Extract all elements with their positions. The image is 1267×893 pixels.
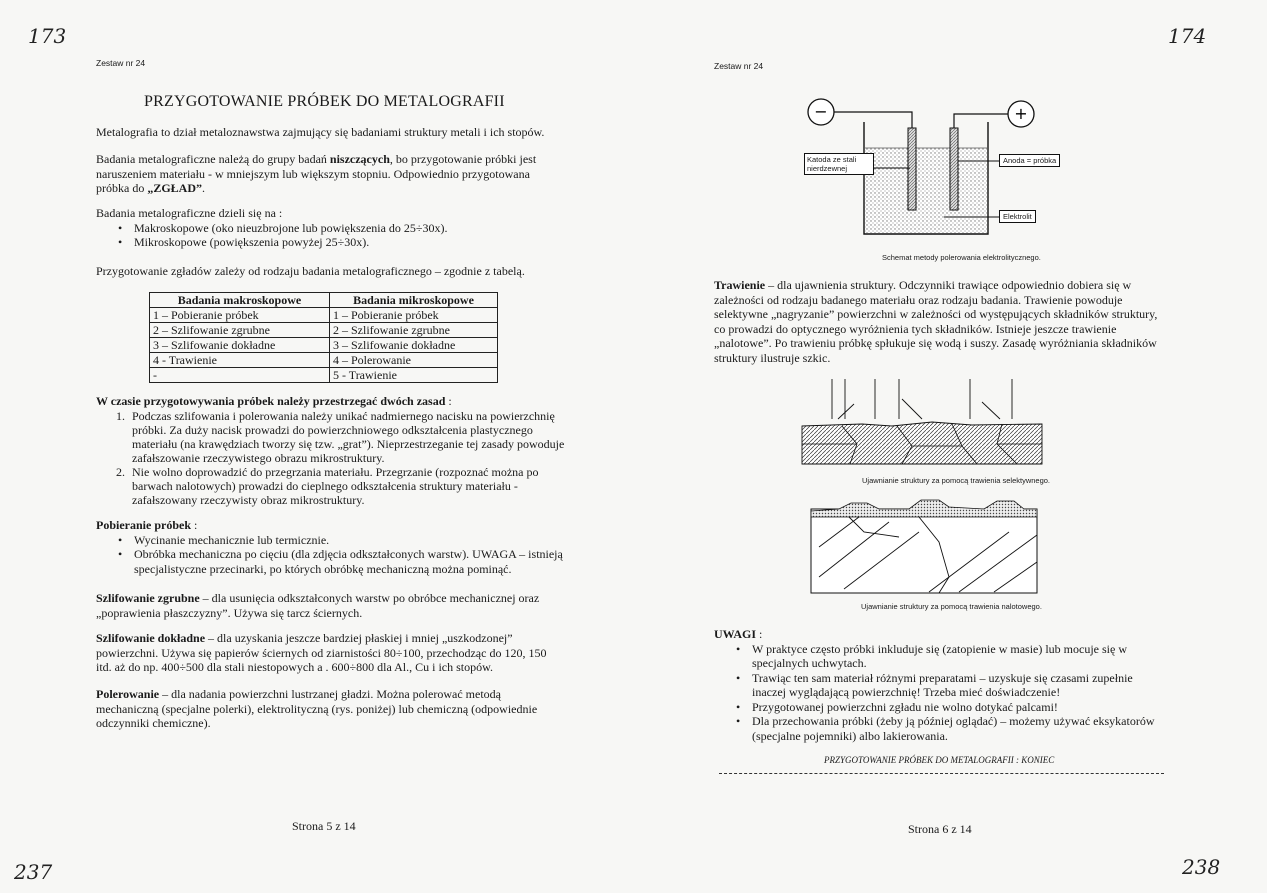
page-header: Zestaw nr 24: [96, 58, 146, 68]
list-item: • Obróbka mechaniczna po cięciu (dla zdjęcia odkształconych warstw). UWAGA – istnieją specjalistyczne przecinarki, po których obróbkę mechaniczną można pominąć.: [96, 547, 566, 576]
text: :: [191, 518, 198, 532]
table-header: Badania mikroskopowe: [330, 293, 498, 308]
destructive-paragraph: [96, 152, 546, 196]
text: – dla usunięcia odkształconych warstw po obróbce mechanicznej oraz „poprawienia płaszczyzny”. Używa się tarcz ściernych.: [96, 591, 540, 620]
text: Badania metalograficzne należą do grupy badań: [96, 152, 330, 166]
list-item: [96, 409, 566, 465]
anode-wire: [954, 114, 1008, 128]
electrolyte-label: Elektrolit: [999, 210, 1036, 223]
etching-paragraph: [714, 278, 1164, 365]
notes-section: [714, 627, 1169, 743]
bold-term: Trawienie: [714, 278, 766, 292]
table-row: [150, 353, 498, 368]
end-note: PRZYGOTOWANIE PRÓBEK DO METALOGRAFII : KONIEC: [824, 755, 1055, 765]
anode-label: Anoda = próbka: [999, 154, 1060, 167]
sampling-list: [96, 533, 566, 577]
handwritten-page-number: 174: [1168, 24, 1207, 48]
list-item: • Makroskopowe (oko nieuzbrojone lub powiększenia do 25÷30x).: [96, 221, 556, 236]
list-item: [96, 465, 566, 507]
table-cell: 2 – Szlifowanie zgrubne: [150, 323, 330, 338]
division-section: [96, 206, 556, 250]
handwritten-sheet-number: 237: [14, 860, 53, 884]
page-header: Zestaw nr 24: [714, 61, 764, 71]
end-divider: [719, 773, 1164, 774]
right-page: [634, 0, 1267, 893]
bold-term: Polerowanie: [96, 687, 160, 701]
intro-paragraph: Metalografia to dział metaloznawstwa zajmujący się badaniami struktury metali i ich stopów.: [96, 125, 545, 139]
polishing-paragraph: [96, 687, 546, 731]
text: Podczas szlifowania i polerowania należy unikać nadmiernego nacisku na powierzchnię próbki. Za duży nacisk prowadzi do powierzchniowego odkształcenia plastycznego materiału (na krawędziach tworzy się tzw. „grat”). Nieprzestrzeganie tej zasady powoduje zafałszowanie rzeczywistego obrazu mikrostruktury.: [132, 408, 565, 465]
table-cell: 1 – Pobieranie próbek: [330, 308, 498, 323]
notes-heading-text: UWAGI: [714, 627, 757, 641]
bold-term: Szlifowanie dokładne: [96, 631, 206, 645]
text: .: [202, 181, 206, 195]
list-item: • Przygotowanej powierzchni zgładu nie wolno dotykać palcami!: [714, 700, 1169, 715]
sampling-heading-text: Pobieranie próbek: [96, 518, 191, 532]
text: – dla ujawnienia struktury. Odczynniki trawiące odpowiednio dobiera się w zależności od rodzaju badanego materiału oraz rodzaju badania. Trawienie powoduje selektywne „nagryzanie” powierzchni w zależności od występujących składników struktury, co prowadzi do optycznego wyróżnienia tych składników. Istnieje jeszcze trawienie „nalotowe”. Po trawieniu próbkę spłukuje się wodą i suszy. Zasadę wyróżniania składników struktury ilustruje szkic.: [714, 278, 1158, 365]
rules-list: [96, 409, 566, 507]
list-number: 1.: [116, 408, 125, 423]
page-title: PRZYGOTOWANIE PRÓBEK DO METALOGRAFII: [144, 93, 505, 110]
sampling-section: [96, 518, 566, 576]
bold-term: „ZGŁAD”: [147, 181, 203, 195]
deposit-etching-caption: Ujawnianie struktury za pomocą trawienia nalotowego.: [861, 602, 1042, 611]
anode-electrode: [950, 128, 958, 210]
text: – dla nadania powierzchni lustrzanej gładzi. Można polerować metodą mechaniczną (specjalne polerki), elektrolityczną (rys. poniżej) lub chemiczną (odpowiednie odczynniki chemiczne).: [96, 687, 538, 730]
text: , bo przygotowanie próbki jest naruszeniem materiału - w mniejszym lub większym stopniu. Odpowiednio przygotowana próbka do: [96, 152, 537, 195]
text: :: [756, 627, 763, 641]
table-cell: 3 – Szlifowanie dokładne: [150, 338, 330, 353]
table-intro: Przygotowanie zgładów zależy od rodzaju badania metalograficznego – zgodnie z tabelą.: [96, 264, 525, 278]
notes-list: [714, 642, 1169, 744]
coarse-grinding-paragraph: [96, 591, 548, 620]
bold-term: niszczących: [329, 152, 390, 166]
table-cell: 5 - Trawienie: [330, 368, 498, 383]
diagram-caption: Schemat metody polerowania elektrolitycznego.: [882, 253, 1041, 262]
table-cell: 3 – Szlifowanie dokładne: [330, 338, 498, 353]
rules-heading: [96, 394, 566, 409]
cathode-wire: [834, 112, 912, 128]
fine-grinding-paragraph: [96, 631, 556, 675]
division-list: [96, 221, 556, 250]
division-intro: Badania metalograficzne dzieli się na :: [96, 206, 283, 220]
text: – dla uzyskania jeszcze bardziej płaskiej i mniej „uszkodzonej” powierzchni. Używa się papierów ściernych od ziarnistości 80÷100, przechodząc do 120, 150 itd. aż do np. 400÷500 dla stali niestopowych a . 600÷800 dla Al., Cu i ich stopów.: [96, 631, 547, 674]
rules-section: [96, 394, 566, 507]
list-item: • W praktyce często próbki inkluduje się (zatopienie w masie) lub mocuje się w specjalnych uchwytach.: [714, 642, 1169, 671]
list-item: • Dla przechowania próbki (żeby ją później oglądać) – możemy używać eksykatorów (specjalne pojemniki) albo lakierowania.: [714, 714, 1169, 743]
deposit-etching-sketch: [809, 497, 1039, 595]
list-item: • Wycinanie mechanicznie lub termicznie.: [96, 533, 566, 548]
list-number: 2.: [116, 464, 125, 479]
table-cell: 2 – Szlifowanie zgrubne: [330, 323, 498, 338]
cathode-label: Katoda ze stali nierdzewnej: [804, 153, 874, 175]
page-footer: Strona 5 z 14: [292, 819, 356, 833]
list-item: • Mikroskopowe (powiększenia powyżej 25÷30x).: [96, 235, 556, 250]
sampling-heading: [96, 518, 566, 533]
table-row: [150, 308, 498, 323]
table-header-row: [150, 293, 498, 308]
selective-etching-sketch: [802, 374, 1042, 466]
table-cell: 1 – Pobieranie próbek: [150, 308, 330, 323]
table-row: [150, 323, 498, 338]
notes-heading: [714, 627, 1169, 642]
table-row: [150, 338, 498, 353]
text: Nie wolno doprowadzić do przegrzania materiału. Przegrzanie (rozpoznać można po barwach nalotowych) prowadzi do cieplnego odkształcenia struktury materiału - zafałszowany rzeczywisty obraz mikrostruktury.: [132, 464, 539, 507]
page-footer: Strona 6 z 14: [908, 822, 972, 836]
handwritten-page-number: 173: [28, 24, 67, 48]
table-cell: -: [150, 368, 330, 383]
cathode-electrode: [908, 128, 916, 210]
text: :: [445, 394, 452, 408]
minus-sign: −: [814, 102, 828, 121]
list-item: • Trawiąc ten sam materiał różnymi preparatami – uzyskuje się czasami zupełnie inaczej wyglądającą powierzchnię! Trzeba mieć doświadczenie!: [714, 671, 1169, 700]
rules-heading-text: W czasie przygotowywania próbek należy przestrzegać dwóch zasad: [96, 394, 446, 408]
handwritten-sheet-number: 238: [1182, 855, 1221, 879]
table-cell: 4 – Polerowanie: [330, 353, 498, 368]
table-cell: 4 - Trawienie: [150, 353, 330, 368]
plus-sign: +: [1014, 104, 1028, 123]
table-header: Badania makroskopowe: [150, 293, 330, 308]
table-row: [150, 368, 498, 383]
bold-term: Szlifowanie zgrubne: [96, 591, 200, 605]
stages-table: [149, 292, 498, 383]
selective-etching-caption: Ujawnianie struktury za pomocą trawienia selektywnego.: [862, 476, 1051, 485]
